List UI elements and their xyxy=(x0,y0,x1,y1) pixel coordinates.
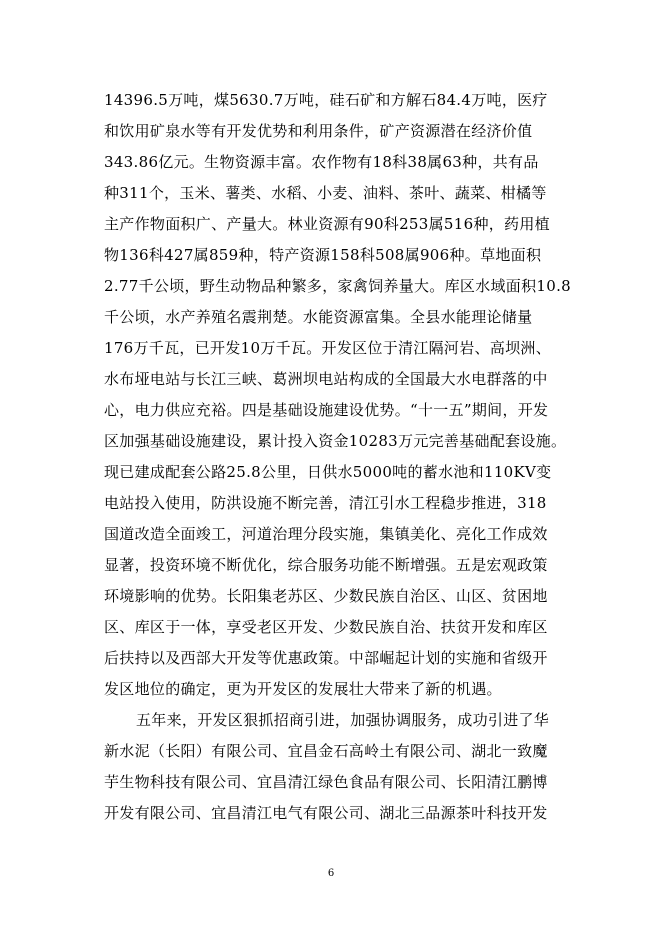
text-line-12: 区加强基础设施建设，累计投入资金10283万元完善基础配套设施。 xyxy=(104,432,567,450)
text-line-3: 343.86亿元。生物资源丰富。农作物有18科38属63种，共有品 xyxy=(104,153,539,171)
text-line-5: 主产作物面积广、产量大。林业资源有90科253属516种，药用植 xyxy=(104,215,550,233)
text-line-21: 五年来，开发区狠抓招商引进，加强协调服务，成功引进了华 xyxy=(136,711,550,729)
text-line-20: 发区地位的确定，更为开发区的发展壮大带来了新的机遇。 xyxy=(104,680,502,698)
text-line-4: 种311个，玉米、薯类、水稻、小麦、油料、茶叶、蔬菜、柑橘等 xyxy=(104,184,547,202)
text-line-13: 现已建成配套公路25.8公里，日供水5000吨的蓄水池和110KV变 xyxy=(104,463,552,481)
text-line-6: 物136科427属859种，特产资源158科508属906种。草地面积 xyxy=(104,246,542,264)
text-line-14: 电站投入使用，防洪设施不断完善，清江引水工程稳步推进，318 xyxy=(104,494,547,512)
text-line-19: 后扶持以及西部大开发等优惠政策。中部崛起计划的实施和省级开 xyxy=(104,649,548,667)
text-line-24: 开发有限公司、宜昌清江电气有限公司、湖北三品源茶叶科技开发 xyxy=(104,804,548,822)
text-line-23: 芋生物科技有限公司、宜昌清江绿色食品有限公司、长阳清江鹏博 xyxy=(104,773,548,791)
page-number: 6 xyxy=(327,868,335,879)
text-line-2: 和饮用矿泉水等有开发优势和利用条件，矿产资源潜在经济价值 xyxy=(104,122,533,140)
text-line-9: 176万千瓦，已开发10万千瓦。开发区位于清江隔河岩、高坝洲、 xyxy=(104,339,552,357)
text-line-1: 14396.5万吨，煤5630.7万吨，硅石矿和方解石84.4万吨，医疗 xyxy=(104,91,548,109)
text-line-8: 千公顷，水产养殖名震荆楚。水能资源富集。全县水能理论储量 xyxy=(104,308,533,326)
text-line-18: 区、库区于一体，享受老区开发、少数民族自治、扶贫开发和库区 xyxy=(104,618,548,636)
text-line-17: 环境影响的优势。长阳集老苏区、少数民族自治区、山区、贫困地 xyxy=(104,587,548,605)
text-line-11: 心，电力供应充裕。四是基础设施建设优势。“十一五”期间，开发 xyxy=(104,401,549,419)
text-line-15: 国道改造全面竣工，河道治理分段实施，集镇美化、亮化工作成效 xyxy=(104,525,548,543)
text-line-16: 显著，投资环境不断优化，综合服务功能不断增强。五是宏观政策 xyxy=(104,556,548,574)
text-line-22: 新水泥（长阳）有限公司、宜昌金石高岭土有限公司、湖北一致魔 xyxy=(104,742,548,760)
text-line-7: 2.77千公顷，野生动物品种繁多，家禽饲养量大。库区水域面积10.8 xyxy=(104,277,571,295)
text-line-10: 水布垭电站与长江三峡、葛洲坝电站构成的全国最大水电群落的中 xyxy=(104,370,548,388)
